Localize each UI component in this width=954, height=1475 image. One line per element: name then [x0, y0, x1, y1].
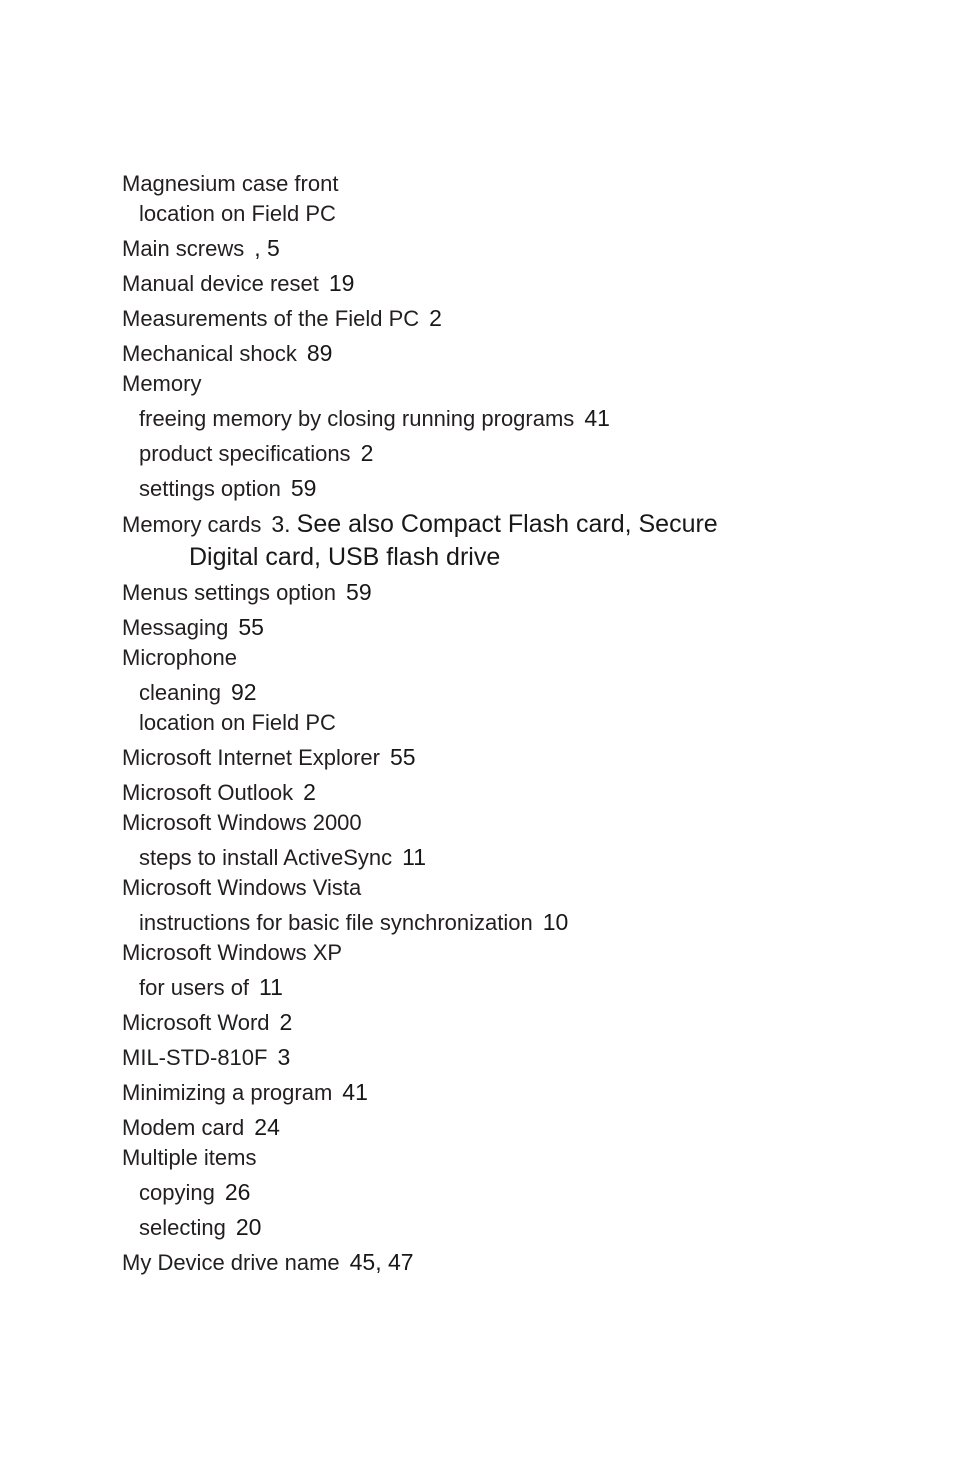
index-page-numbers[interactable]: 3: [277, 1044, 291, 1070]
index-entry-memory-cards: [122, 508, 842, 573]
index-entry-messaging: [122, 612, 842, 643]
index-term: Memory cards: [122, 512, 262, 537]
index-term: Microsoft Internet Explorer: [122, 745, 380, 770]
index-term: Magnesium case front: [122, 171, 339, 196]
index-term: Messaging: [122, 615, 229, 640]
index-term: freeing memory by closing running programs: [139, 406, 575, 431]
index-term: Memory: [122, 371, 202, 396]
index-term: Microphone: [122, 645, 237, 670]
index-entry-mechanical-shock: [122, 338, 842, 369]
index-page-numbers[interactable]: 11: [402, 844, 427, 870]
index-term: MIL-STD-810F: [122, 1045, 268, 1070]
index-page-numbers[interactable]: 11: [259, 974, 283, 1000]
index-page-numbers[interactable]: 89: [306, 340, 333, 366]
index-entry-minimizing-a-program: [122, 1077, 842, 1108]
index-page-numbers[interactable]: 2: [429, 305, 442, 331]
index-term: Menus settings option: [122, 580, 337, 605]
index-term: selecting: [139, 1215, 226, 1240]
index-term: product specifications: [139, 441, 351, 466]
index-page-numbers[interactable]: 2: [303, 779, 316, 805]
index-entry-microsoft-windows-2000: [122, 808, 842, 838]
index-page-numbers[interactable]: 26: [224, 1179, 251, 1205]
index-entry-magnesium-case-front: [122, 169, 842, 199]
index-subentry-for-users-of: [122, 972, 842, 1003]
index-term: Minimizing a program: [122, 1080, 333, 1105]
index-list: [122, 169, 842, 1278]
index-term: instructions for basic file synchronization: [139, 910, 533, 935]
index-term: location on Field PC: [139, 710, 336, 735]
index-term: Microsoft Windows XP: [122, 940, 343, 965]
index-entry-microphone: [122, 643, 842, 673]
index-term: Microsoft Windows 2000: [122, 810, 362, 835]
index-term: Manual device reset: [122, 271, 319, 296]
index-term: location on Field PC: [139, 201, 336, 226]
index-entry-menus-settings-option: [122, 577, 842, 608]
index-term: settings option: [139, 476, 281, 501]
index-entry-microsoft-windows-xp: [122, 938, 842, 968]
index-page-numbers[interactable]: 41: [584, 405, 610, 431]
index-page-numbers[interactable]: 2: [360, 440, 374, 466]
index-entry-microsoft-word: [122, 1007, 842, 1038]
index-page-numbers[interactable]: 3.: [271, 511, 291, 537]
index-term: Measurements of the Field PC: [122, 306, 420, 331]
index-page-numbers[interactable]: 2: [279, 1009, 293, 1035]
index-entry-measurements-of-the-field-pc: [122, 303, 842, 334]
index-page-numbers[interactable]: 20: [235, 1214, 262, 1240]
index-page-numbers[interactable]: 19: [328, 270, 355, 296]
index-term: steps to install ActiveSync: [139, 845, 393, 870]
index-subentry-settings-option: [122, 473, 842, 504]
index-entry-manual-device-reset: [122, 268, 842, 299]
index-entry-my-device-drive-name: [122, 1247, 842, 1278]
index-term: My Device drive name: [122, 1250, 340, 1275]
index-entry-main-screws: [122, 233, 842, 264]
see-also-reference-continued[interactable]: Digital card, USB flash drive: [189, 543, 501, 571]
index-term: Modem card: [122, 1115, 245, 1140]
index-page-numbers[interactable]: 10: [542, 909, 569, 935]
index-entry-mil-std-810f: [122, 1042, 842, 1073]
index-entry-memory: [122, 369, 842, 399]
index-page-numbers[interactable]: 59: [346, 579, 372, 605]
index-term: for users of: [139, 975, 250, 1000]
index-page-numbers[interactable]: 41: [342, 1079, 368, 1105]
index-subentry-product-specifications: [122, 438, 842, 469]
index-entry-microsoft-windows-vista: [122, 873, 842, 903]
index-page-numbers[interactable]: 45, 47: [349, 1249, 414, 1275]
index-entry-microsoft-internet-explorer: [122, 742, 842, 773]
index-term: Microsoft Word: [122, 1010, 270, 1035]
index-page-numbers[interactable]: 55: [238, 614, 264, 640]
index-entry-multiple-items: [122, 1143, 842, 1173]
index-subentry-cleaning: [122, 677, 842, 708]
index-page-numbers[interactable]: , 5: [254, 235, 280, 261]
index-subentry-location-on-field-pc: [122, 199, 842, 229]
index-subentry-steps-to-install-activesync: [122, 842, 842, 873]
index-page-numbers[interactable]: 59: [290, 475, 317, 501]
index-subentry-location-on-field-pc: [122, 708, 842, 738]
index-entry-microsoft-outlook: [122, 777, 842, 808]
index-term: Microsoft Outlook: [122, 780, 294, 805]
see-also-reference[interactable]: See also Compact Flash card, Secure: [296, 510, 718, 538]
index-entry-modem-card: [122, 1112, 842, 1143]
index-term: Multiple items: [122, 1145, 257, 1170]
index-term: Mechanical shock: [122, 341, 297, 366]
index-page-numbers[interactable]: 24: [254, 1114, 280, 1140]
index-subentry-instructions-for-basic-file-synchronization: [122, 907, 842, 938]
index-page-numbers[interactable]: 55: [389, 744, 416, 770]
index-subentry-copying: [122, 1177, 842, 1208]
index-page-numbers[interactable]: 92: [230, 679, 257, 705]
index-term: cleaning: [139, 680, 221, 705]
index-subentry-selecting: [122, 1212, 842, 1243]
index-term: Microsoft Windows Vista: [122, 875, 362, 900]
index-term: copying: [139, 1180, 215, 1205]
index-subentry-freeing-memory-by-closing-running-programs: [122, 403, 842, 434]
index-term: Main screws: [122, 236, 245, 261]
